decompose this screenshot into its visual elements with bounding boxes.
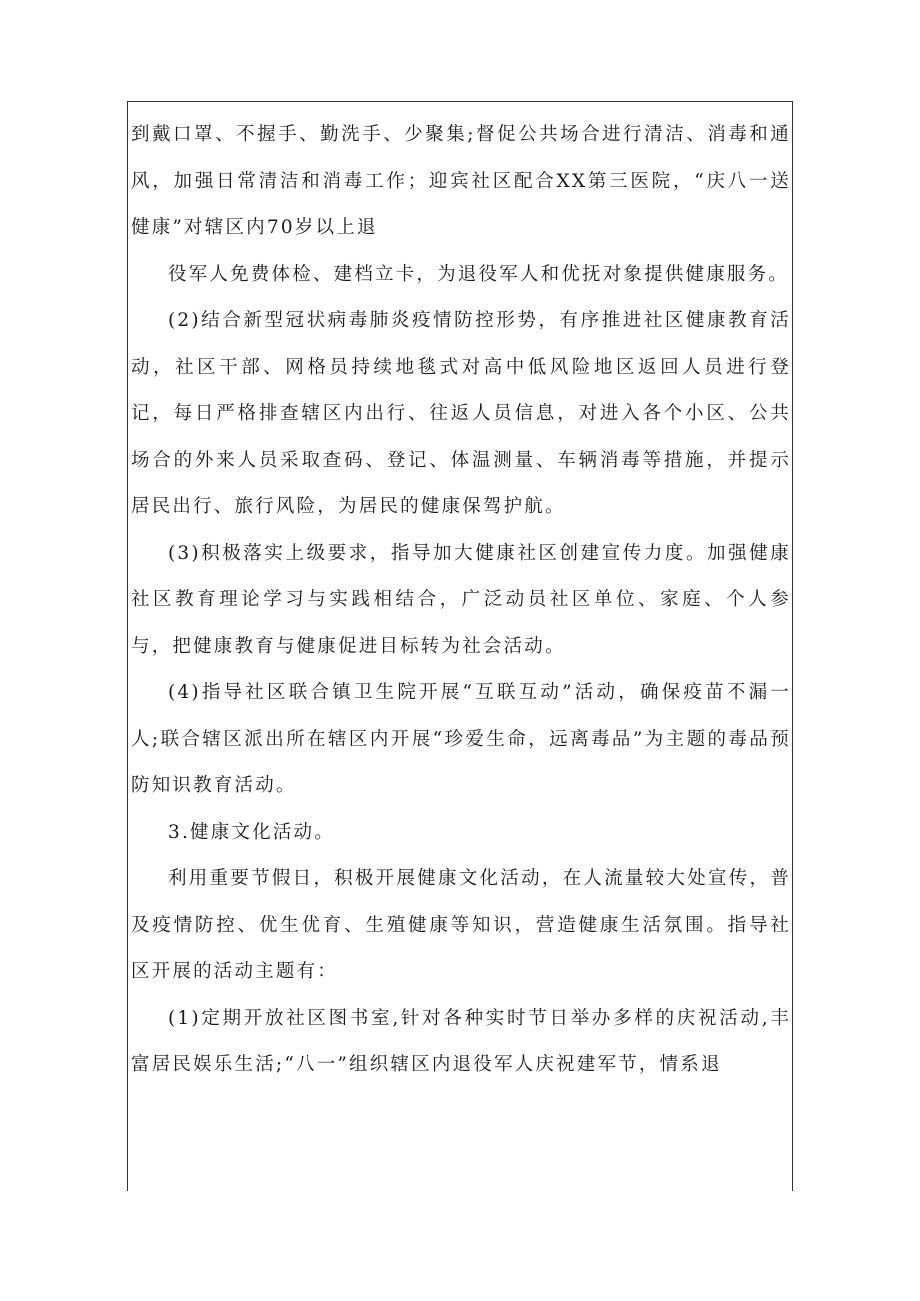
- document-body: [131, 112, 791, 1089]
- paragraph-2: 役军人免费体检、建档立卡，为退役军人和优抚对象提供健康服务。: [168, 263, 790, 285]
- paragraph-5: (4)指导社区联合镇卫生院开展“互联互动”活动，确保疫苗不漏一人;联合辖区派出所在辖区内开展“珍爱生命，远离毒品”为主题的毒品预防知识教育活动。: [131, 682, 791, 796]
- paragraph-4: (3)积极落实上级要求，指导加大健康社区创建宣传力度。加强健康社区教育理论学习与实践相结合，广泛动员社区单位、家庭、个人参与，把健康教育与健康促进目标转为社会活动。: [131, 542, 791, 657]
- section-heading: 3.健康文化活动。: [168, 821, 335, 843]
- paragraph-6: 利用重要节假日，积极开展健康文化活动，在人流量较大处宣传，普及疫情防控、优生优育、生殖健康等知识，营造健康生活氛围。指导社区开展的活动主题有：: [131, 868, 791, 982]
- paragraph-1: 到戴口罩、不握手、勤洗手、少聚集;督促公共场合进行清洁、消毒和通风，加强日常清洁和消毒工作；迎宾社区配合XX第三医院，“庆八一送健康”对辖区内70岁以上退: [131, 124, 791, 238]
- paragraph-3: (2)结合新型冠状病毒肺炎疫情防控形势，有序推进社区健康教育活动，社区干部、网格员持续地毯式对高中低风险地区返回人员进行登记，每日严格排查辖区内出行、往返人员信息，对进入各个小区、公共场合的外来人员采取查码、登记、体温测量、车辆消毒等措施，并提示居民出行、旅行风险，为居民的健康保驾护航。: [131, 310, 791, 517]
- paragraph-7: (1)定期开放社区图书室,针对各种实时节日举办多样的庆祝活动,丰富居民娱乐生活;“八一”组织辖区内退役军人庆祝建军节，情系退: [131, 1007, 791, 1075]
